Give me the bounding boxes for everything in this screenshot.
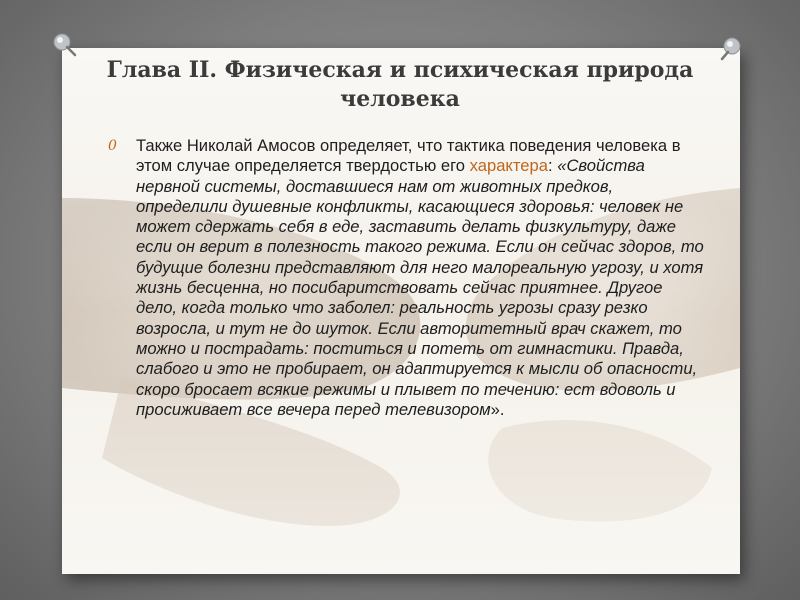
bullet-paragraph [136, 136, 706, 420]
push-pin-icon [718, 34, 746, 62]
slide-title: Глава II. Физическая и психическая природа человека [106, 57, 694, 112]
bullet-marker: 0 [108, 138, 117, 154]
quote-text: «Свойства нервной системы, доставшиеся нам от животных предков, определили душевные конфликты, касающиеся здоровья: человек не может сдержать себя в еде, заставить делать физкультуру, даже если он верит в полезность такого режима. Если он сейчас здоров, то будущие болезни представляют для него малореальную угрозу, и хотя жизнь бесценна, но посибаритствовать сейчас приятнее. Другое дело, когда только что заболел: реальность угрозы сразу резко возросла, и тут не до шуток. Если авторитетный врач скажет, то можно и пострадать: поститься и потеть от гимнастики. Правда, слабого и это не пробирает, он адаптируется к мысли об опасности, скоро бросает всякие режимы и плывет по течению: ест вдоволь и просиживает все вечера перед телевизором [136, 156, 704, 419]
highlighted-word-link[interactable]: характера [469, 156, 548, 176]
paragraph-colon: : [547, 156, 558, 176]
push-pin-icon [50, 30, 78, 58]
quote-closing: ». [490, 399, 505, 419]
paragraph-intro: Также Николай Амосов определяет, что тактика поведения человека в этом случае определяется твердостью его [136, 136, 681, 176]
